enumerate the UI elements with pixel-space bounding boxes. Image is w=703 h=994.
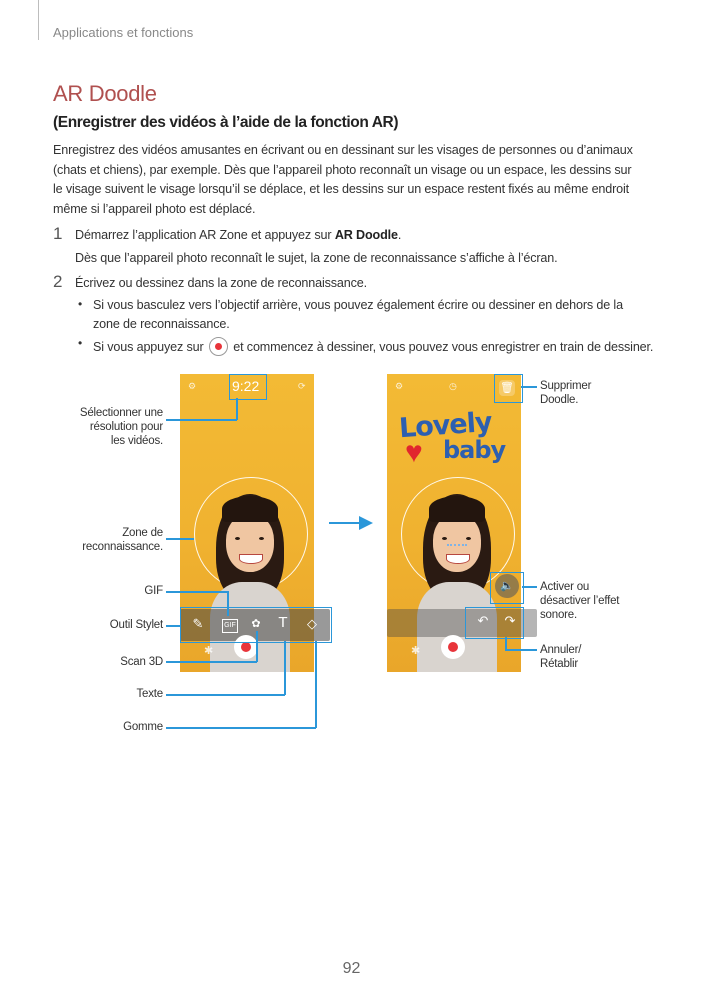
callout-line — [166, 625, 181, 627]
callout-line — [166, 419, 237, 421]
label-text-tool: Texte — [136, 688, 163, 700]
label-resolution-line: Sélectionner une — [79, 407, 163, 419]
callout-line — [227, 591, 229, 616]
callout-box-delete — [494, 374, 523, 403]
step-1-text — [75, 228, 401, 242]
callout-box-sound — [490, 572, 524, 604]
label-sound-line: désactiver l’effet — [540, 595, 620, 607]
undo-icon[interactable]: ↶ — [477, 613, 489, 628]
label-recognition-zone — [40, 526, 163, 554]
bullet-2-text-end: et commencez à dessiner, vous pouvez vous enregistrer en train de dessiner. — [229, 340, 654, 354]
intro-line: le visage suivent le visage lorsqu’il se déplace, et les dessins sur un espace restent fixés au même endroit — [53, 182, 630, 196]
callout-line — [236, 398, 238, 420]
switch-camera-icon: ⟳ — [298, 381, 306, 391]
timer-icon: ◷ — [449, 381, 457, 391]
label-sound-line: Activer ou — [540, 581, 590, 593]
child-eye — [235, 537, 240, 540]
bullet-2 — [93, 337, 653, 356]
callout-line — [166, 727, 316, 729]
callout-box-undo — [465, 607, 524, 639]
label-zone-line: Zone de — [122, 527, 163, 539]
settings-icon: ⚙ — [188, 381, 197, 391]
label-delete-line: Supprimer — [540, 380, 592, 392]
arrow-shaft — [329, 522, 361, 524]
callout-line — [166, 538, 194, 540]
record-button[interactable] — [441, 635, 465, 659]
callout-line — [522, 586, 537, 588]
bullet-2-text-start: Si vous appuyez sur — [93, 340, 207, 354]
callout-line — [315, 641, 317, 728]
effects-icon: ✱ — [204, 645, 214, 657]
delete-doodle-icon[interactable]: 🗑 — [500, 382, 514, 394]
child-smile — [239, 554, 263, 564]
redo-icon[interactable]: ↷ — [504, 613, 516, 628]
child-eye — [442, 537, 447, 540]
arrow-head — [359, 516, 373, 530]
step-2-number: 2 — [53, 272, 63, 291]
label-resolution-line: résolution pour — [89, 421, 163, 433]
callout-line — [256, 631, 258, 662]
intro-line: même si l’appareil photo est déplacé. — [53, 201, 256, 216]
label-eraser: Gomme — [123, 721, 163, 733]
pen-tool-icon[interactable]: ✎ — [192, 616, 204, 631]
label-undo-redo — [540, 643, 660, 671]
child-bangs — [429, 496, 485, 522]
label-delete-line: Doodle. — [540, 394, 579, 406]
callout-line — [284, 641, 286, 695]
eraser-icon[interactable]: ◇ — [307, 616, 317, 631]
sound-toggle-icon[interactable]: 🔈 — [495, 574, 519, 598]
step-2-text: Écrivez ou dessinez dans la zone de reconnaissance. — [75, 276, 367, 290]
header-divider — [38, 0, 39, 40]
settings-icon: ⚙ — [395, 381, 404, 391]
callout-box-resolution — [229, 374, 267, 400]
text-tool-icon[interactable]: T — [278, 614, 288, 631]
scan-3d-icon[interactable]: ✿ — [251, 618, 261, 630]
child-eye — [466, 537, 471, 540]
label-zone-line: reconnaissance. — [82, 541, 163, 553]
label-undo-line: Rétablir — [540, 658, 579, 670]
label-gif: GIF — [144, 585, 163, 597]
step-1-app-name: AR Doodle — [334, 228, 398, 242]
intro-line: (chats et chiens), par exemple. Dès que l’appareil photo reconnaît un visage ou un espace, les dessins sur — [53, 162, 632, 177]
doodle-text-lovely: Lovely — [398, 406, 493, 445]
callout-line — [166, 591, 228, 593]
child-bangs — [222, 496, 278, 522]
bullet-1-line-1: Si vous basculez vers l’objectif arrière, vous pouvez également écrire ou dessiner en dehors de la — [93, 298, 623, 312]
label-scan-3d: Scan 3D — [120, 656, 163, 668]
resolution-button[interactable]: 9:22 — [232, 378, 260, 394]
bullet-marker: • — [78, 297, 83, 311]
label-pen-tool: Outil Stylet — [109, 619, 163, 631]
bullet-marker: • — [78, 336, 83, 350]
child-smile — [446, 554, 470, 564]
gif-button[interactable]: GIF — [222, 619, 238, 633]
label-sound-toggle — [540, 580, 660, 622]
step-1-number: 1 — [53, 224, 63, 243]
effects-icon: ✱ — [411, 645, 421, 657]
page-title: AR Doodle — [53, 81, 157, 106]
page-number: 92 — [342, 960, 361, 977]
step-1-text-end: . — [397, 228, 402, 242]
callout-line — [521, 386, 537, 388]
doodle-heart: ♥ — [405, 436, 423, 469]
record-icon — [209, 337, 228, 356]
intro-line: Enregistrez des vidéos amusantes en écrivant ou en dessinant sur les visages de personnes ou d’animaux — [53, 143, 633, 157]
child-eye — [259, 537, 264, 540]
label-delete-doodle — [540, 379, 660, 407]
bullet-1-line-2: zone de reconnaissance. — [93, 317, 230, 331]
doodle-text-baby: baby — [443, 436, 506, 464]
callout-line — [166, 661, 257, 663]
label-sound-line: sonore. — [540, 609, 577, 621]
page-subtitle: (Enregistrer des vidéos à l’aide de la fonction AR) — [53, 114, 399, 131]
section-header: Applications et fonctions — [53, 25, 194, 40]
intro-paragraph — [53, 141, 653, 219]
label-resolution — [40, 406, 163, 448]
callout-line — [505, 649, 537, 651]
callout-line — [166, 694, 285, 696]
step-1-detail: Dès que l’appareil photo reconnaît le sujet, la zone de reconnaissance s’affiche à l’écran. — [75, 251, 558, 265]
label-undo-line: Annuler/ — [540, 644, 582, 656]
label-resolution-line: les vidéos. — [110, 435, 163, 447]
step-1-text-start: Démarrez l’application AR Zone et appuyez sur — [75, 228, 335, 242]
